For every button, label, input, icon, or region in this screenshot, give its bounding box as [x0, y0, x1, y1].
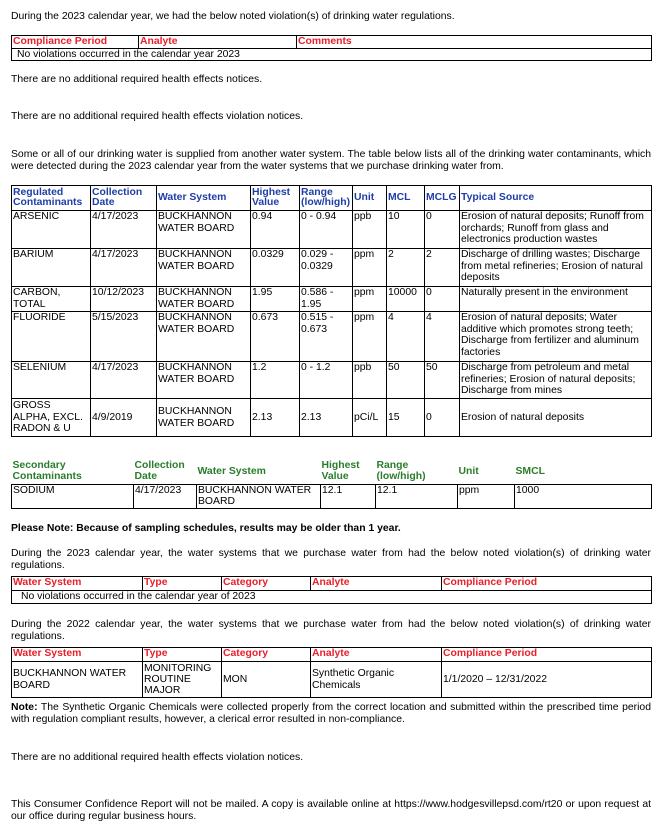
secondary-contaminants-table: [11, 460, 652, 509]
range: 12.1: [376, 484, 458, 508]
header-analyte: Analyte: [139, 36, 297, 49]
collection-date: 4/17/2023: [91, 362, 157, 399]
header-smcl: SMCL: [515, 465, 545, 477]
mailing-notice: This Consumer Confidence Report will not be mailed. A copy is available online at https://www.hodgesvillepsd.com/rt20 or upon request at our office during regular business hours.: [11, 799, 651, 822]
contaminant-name: BARIUM: [12, 249, 91, 287]
range: 0.586 - 1.95: [300, 287, 353, 312]
header-compliance-period: Compliance Period: [442, 577, 652, 591]
no-violations-message: No violations occurred in the calendar year 2023: [12, 48, 652, 61]
water-system: BUCKHANNON WATER BOARD: [157, 249, 251, 287]
contaminant-name: ARSENIC: [12, 211, 91, 249]
header-analyte: Analyte: [311, 648, 442, 662]
note-label: Note:: [11, 702, 38, 713]
header-analyte: Analyte: [311, 577, 442, 591]
contaminant-name: SELENIUM: [12, 362, 91, 399]
header-type: Type: [143, 648, 222, 662]
water-system: BUCKHANNON WATER BOARD: [12, 662, 143, 698]
collection-date: 5/15/2023: [91, 312, 157, 362]
mcl: 4: [387, 312, 425, 362]
water-system: BUCKHANNON WATER BOARD: [157, 399, 251, 437]
mclg: 0: [425, 287, 460, 312]
header-water-system: Water System: [12, 648, 143, 662]
no-violations-message: No violations occurred in the calendar year of 2023: [12, 591, 652, 604]
violation-category: MON: [222, 662, 311, 698]
typical-source: Erosion of natural deposits; Runoff from orchards; Runoff from glass and electronics production wastes: [460, 211, 652, 249]
unit: pCi/L: [353, 399, 387, 437]
mclg: 4: [425, 312, 460, 362]
water-system: BUCKHANNON WATER BOARD: [197, 484, 321, 508]
collection-date: 10/12/2023: [91, 287, 157, 312]
highest-value: 1.2: [251, 362, 300, 399]
header-compliance-period: Compliance Period: [442, 648, 652, 662]
header-category: Category: [222, 648, 311, 662]
water-system: BUCKHANNON WATER BOARD: [157, 287, 251, 312]
range: 0 - 0.94: [300, 211, 353, 249]
header-water-system: Water System: [197, 465, 266, 477]
header-water-system: Water System: [157, 186, 251, 211]
header-unit: Unit: [353, 186, 387, 211]
regulated-header-row: [12, 186, 652, 211]
note-text: The Synthetic Organic Chemicals were collected properly from the correct location and submitted within the prescribed time period with regulation compliant results, however, a clerical error resulted in non-compliance.: [11, 702, 651, 725]
mcl: 10000: [387, 287, 425, 312]
analyte: Synthetic Organic Chemicals: [311, 662, 442, 698]
compliance-period: 1/1/2020 – 12/31/2022: [442, 662, 652, 698]
own-violations-table: [11, 35, 652, 61]
header-range: Range (low/high): [300, 186, 353, 211]
contaminant-name: CARBON, TOTAL: [12, 287, 91, 312]
range: 0.515 - 0.673: [300, 312, 353, 362]
header-collection-date: Collection Date: [134, 460, 185, 482]
highest-value: 1.95: [251, 287, 300, 312]
typical-source: Discharge from petroleum and metal refineries; Erosion of natural deposits; Discharge from mines: [460, 362, 652, 399]
unit: ppm: [458, 484, 515, 508]
header-unit: Unit: [458, 465, 479, 477]
header-collection-date: Collection Date: [91, 186, 157, 211]
collection-date: 4/9/2019: [91, 399, 157, 437]
violation-type: MONITORING ROUTINE MAJOR: [143, 662, 222, 698]
secondary-header-row: [12, 460, 652, 484]
table-row: [12, 399, 652, 437]
table-row: [12, 484, 652, 508]
unit: ppb: [353, 362, 387, 399]
unit: ppm: [353, 312, 387, 362]
water-system: BUCKHANNON WATER BOARD: [157, 312, 251, 362]
header-mcl: MCL: [387, 186, 425, 211]
unit: ppm: [353, 249, 387, 287]
violation-notice-2: There are no additional required health effects violation notices.: [11, 752, 304, 763]
table-row: [12, 249, 652, 287]
mcl: 10: [387, 211, 425, 249]
header-highest-value: Highest Value: [251, 186, 300, 211]
purchased-2022-intro: During the 2022 calendar year, the water systems that we purchase water from had the below noted violation(s) of drinking water regulations.: [11, 619, 651, 642]
mclg: 2: [425, 249, 460, 287]
typical-source: Naturally present in the environment: [460, 287, 652, 312]
unit: ppm: [353, 287, 387, 312]
header-type: Type: [143, 577, 222, 591]
header-water-system: Water System: [12, 577, 143, 591]
range: 0 - 1.2: [300, 362, 353, 399]
table-row: [12, 287, 652, 312]
typical-source: Discharge of drilling wastes; Discharge from metal refineries; Erosion of natural deposits: [460, 249, 652, 287]
contaminant-name: SODIUM: [12, 484, 134, 508]
mclg: 0: [425, 211, 460, 249]
clerical-error-note: [11, 702, 651, 726]
water-system: BUCKHANNON WATER BOARD: [157, 362, 251, 399]
range: 0.029 - 0.0329: [300, 249, 353, 287]
mclg: 50: [425, 362, 460, 399]
header-mclg: MCLG: [425, 186, 460, 211]
header-comments: Comments: [297, 36, 652, 49]
header-range: Range (low/high): [376, 460, 426, 482]
intro-text: During the 2023 calendar year, we had the below noted violation(s) of drinking water regulations.: [11, 11, 455, 22]
contaminant-name: FLUORIDE: [12, 312, 91, 362]
collection-date: 4/17/2023: [91, 211, 157, 249]
typical-source: Erosion of natural deposits; Water additive which promotes strong teeth; Discharge from fertilizer and aluminum factories: [460, 312, 652, 362]
purchased-2022-violations-table: [11, 647, 652, 698]
highest-value: 0.0329: [251, 249, 300, 287]
health-effects-notice: There are no additional required health effects notices.: [11, 74, 263, 85]
highest-value: 0.94: [251, 211, 300, 249]
unit: ppb: [353, 211, 387, 249]
header-category: Category: [222, 577, 311, 591]
header-regulated-contaminants: Regulated Contaminants: [12, 186, 91, 211]
table-row: [12, 211, 652, 249]
purchased-2023-intro: During the 2023 calendar year, the water systems that we purchase water from had the below noted violation(s) of drinking water regulations.: [11, 548, 651, 571]
water-system: BUCKHANNON WATER BOARD: [157, 211, 251, 249]
header-secondary-contaminants: Secondary Contaminants: [12, 460, 82, 482]
range: 2.13: [300, 399, 353, 437]
purchased-2023-violations-table: [11, 576, 652, 604]
table-row: [12, 662, 652, 698]
mcl: 50: [387, 362, 425, 399]
highest-value: 2.13: [251, 399, 300, 437]
highest-value: 12.1: [321, 484, 376, 508]
contaminant-name: GROSS ALPHA, EXCL. RADON & U: [12, 399, 91, 437]
header-highest-value: Highest Value: [321, 460, 360, 482]
collection-date: 4/17/2023: [91, 249, 157, 287]
header-compliance-period: Compliance Period: [12, 36, 139, 49]
highest-value: 0.673: [251, 312, 300, 362]
collection-date: 4/17/2023: [134, 484, 197, 508]
smcl: 1000: [515, 484, 652, 508]
sampling-schedule-note: Please Note: Because of sampling schedules, results may be older than 1 year.: [11, 523, 401, 534]
header-typical-source: Typical Source: [460, 186, 652, 211]
mcl: 2: [387, 249, 425, 287]
mcl: 15: [387, 399, 425, 437]
purchased-water-intro: Some or all of our drinking water is supplied from another water system. The table below lists all of the drinking water contaminants, which were detected during the 2023 calendar year from the water systems that we purchase drinking water from.: [11, 149, 651, 172]
mclg: 0: [425, 399, 460, 437]
table-row: [12, 362, 652, 399]
violation-notice: There are no additional required health effects violation notices.: [11, 111, 304, 122]
typical-source: Erosion of natural deposits: [460, 399, 652, 437]
regulated-contaminants-table: [11, 185, 652, 437]
table-row: [12, 312, 652, 362]
